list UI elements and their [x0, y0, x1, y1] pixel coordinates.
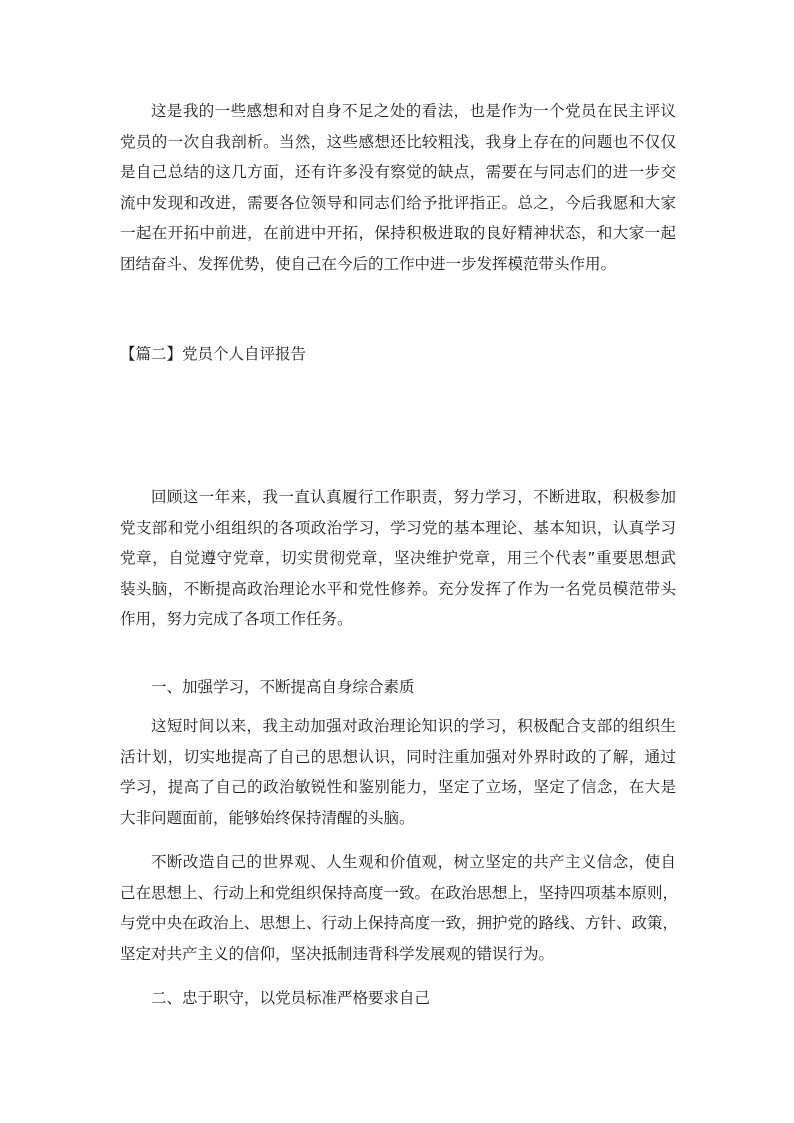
text-line: 作用，努力完成了各项工作任务。 [120, 610, 353, 629]
text-line: 党支部和党小组组织的各项政治学习，学习党的基本理论、基本知识，认真学习 [120, 518, 676, 537]
text-line: 流中发现和改进，需要各位领导和同志们给予批评指正。总之，今后我愿和大家 [120, 193, 676, 212]
text-line: 活计划，切实地提高了自己的思想认识，同时注重加强对外界时政的了解，通过 [120, 747, 676, 766]
paragraph-self-reflection [120, 96, 676, 280]
text-line: 大非问题面前，能够始终保持清醒的头脑。 [120, 808, 415, 827]
text-line: 学习，提高了自己的政治敏锐性和鉴别能力，坚定了立场，坚定了信念，在大是 [120, 778, 676, 797]
text-line: 坚定对共产主义的信仰，坚决抵制违背科学发展观的错误行为。 [120, 944, 555, 963]
text-line: 这短时间以来，我主动加强对政治理论知识的学习，积极配合支部的组织生 [151, 717, 676, 735]
subheading-study: 一、加强学习，不断提高自身综合素质 [151, 678, 415, 696]
paragraph-review [120, 482, 676, 635]
text-line: 这是我的一些感想和对自身不足之处的看法，也是作为一个党员在民主评议 [151, 102, 676, 120]
text-line: 回顾这一年来，我一直认真履行工作职责，努力学习，不断进取，积极参加 [151, 488, 676, 506]
text-line: 与党中央在政治上、思想上、行动上保持高度一致，拥护党的路线、方针、政策， [120, 914, 679, 933]
section-title: 【篇二】党员个人自评报告 [120, 345, 307, 363]
text-line: 一起在开拓中前进，在前进中开拓，保持积极进取的良好精神状态，和大家一起 [120, 224, 676, 243]
text-line: 党章，自觉遵守党章，切实贯彻党章，坚决维护党章，用三个代表”重要思想武 [120, 549, 676, 568]
text-line: 团结奋斗、发挥优势，使自己在今后的工作中进一步发挥模范带头作用。 [120, 254, 617, 273]
text-line: 装头脑，不断提高政治理论水平和党性修养。充分发挥了作为一名党员模范带头 [120, 579, 676, 598]
subheading-duty: 二、忠于职守，以党员标准严格要求自己 [151, 989, 431, 1007]
text-line: 不断改造自己的世界观、人生观和价值观，树立坚定的共产主义信念，使自 [151, 853, 676, 871]
text-line: 党员的一次自我剖析。当然，这些感想还比较粗浅，我身上存在的问题也不仅仅 [120, 132, 676, 151]
text-line: 己在思想上、行动上和党组织保持高度一致。在政治思想上，坚持四项基本原则， [120, 883, 679, 902]
paragraph-study [120, 711, 676, 833]
paragraph-worldview [120, 847, 679, 969]
text-line: 是自己总结的这几方面，还有许多没有察觉的缺点，需要在与同志们的进一步交 [120, 163, 676, 182]
